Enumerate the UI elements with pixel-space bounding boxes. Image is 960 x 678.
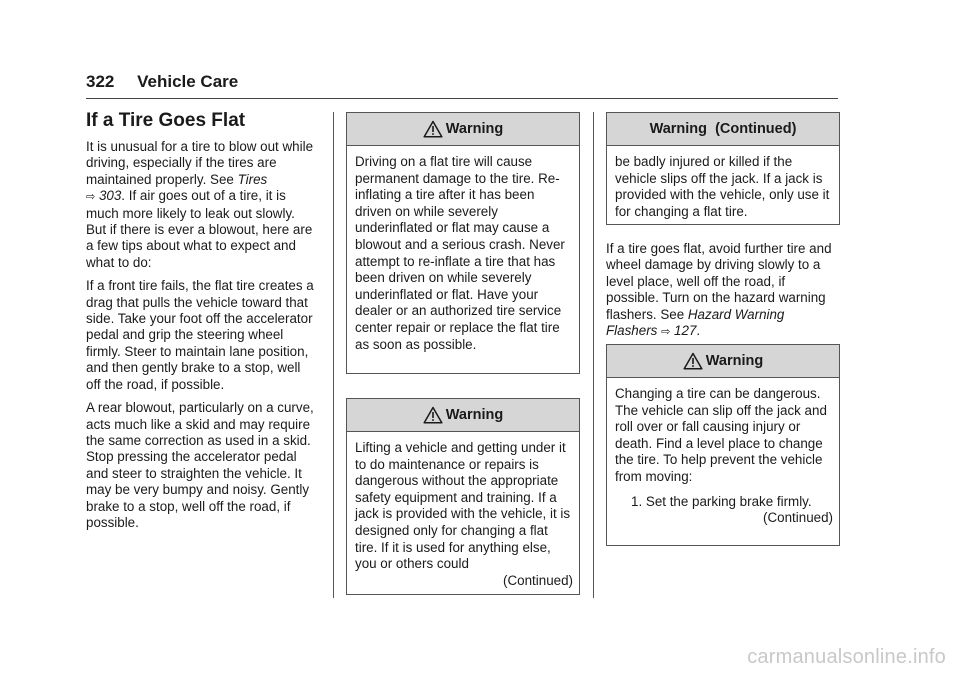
warning-title: Warning (705, 352, 764, 369)
section-title: Vehicle Care (137, 72, 239, 91)
paragraph-rear-blowout: A rear blowout, particularly on a curve, acts much like a skid and may require the same correction as used in a skid. Stop pressing the accelerator pedal and steer to straighten the vehicle. It may be very bumpy and noisy. Gently brake to a stop, well off the road, if possible. (86, 400, 314, 530)
tires-page-ref[interactable]: 303 (98, 188, 122, 204)
flat-tire-text-a: If a tire goes flat, avoid further tire and wheel damage by driving slowly to a level place, well off the road, if possible. Turn on the hazard warning flashers. See (606, 241, 832, 322)
page-ref-arrow-icon: ⇨ (661, 326, 671, 339)
warning-title: Warning (445, 120, 504, 137)
warning-body (347, 432, 579, 595)
warning-triangle-icon (423, 406, 443, 424)
header-rule (86, 98, 838, 99)
page-ref-arrow-icon: ⇨ (86, 191, 96, 204)
warning-triangle-icon (683, 352, 703, 370)
page-number: 322 (86, 72, 115, 91)
warning-header (347, 113, 579, 146)
warning-header (607, 345, 839, 378)
watermark: carmanualsonline.info (747, 646, 946, 668)
tires-link[interactable]: Tires (237, 171, 268, 187)
column-divider-right (593, 112, 594, 598)
continued-label: (Continued) (503, 572, 573, 588)
warning-body: be badly injured or killed if the vehicle slips off the jack. If a jack is provided with the vehicle, only use it for changing a flat tire. (615, 154, 830, 219)
hazard-flashers-link[interactable]: Hazard Warning Flashers (606, 306, 785, 339)
warning-box-continued (606, 112, 840, 225)
warning-box-flat-tire (346, 112, 580, 374)
column-divider-left (333, 112, 334, 598)
warning-text: Lifting a vehicle and getting under it to do maintenance or repairs is dangerous without the appropriate safety equipment and training. If a jack is provided with the vehicle, it is designed only for changing a flat tire. If it is used for anything else, you or others could (355, 440, 571, 572)
continued-label: (Continued) (763, 510, 833, 526)
warning-text: Changing a tire can be dangerous. The vehicle can slip off the jack and roll over or fall causing injury or death. Find a level place to change the tire. To help prevent the vehicle from moving: (615, 386, 827, 484)
section-heading: If a Tire Goes Flat (86, 110, 246, 131)
paragraph-flat-tire-action (606, 241, 838, 340)
paragraph-intro (86, 139, 318, 271)
warning-header (347, 399, 579, 432)
intro-text-a: It is unusual for a tire to blow out while driving, especially if the tires are maintained properly. See (86, 139, 314, 187)
warning-body: Driving on a flat tire will cause permanent damage to the tire. Re-inflating a tire after it has been driven on while severely underinflated or flat may cause a blowout and a serious crash. Never attempt to re-inflate a tire that has been driven on while severely underinflated or flat. Have your dealer or an authorized tire service center repair or replace the flat tire as soon as possible. (355, 154, 565, 352)
intro-text-b: . If air goes out of a tire, it is much more likely to leak out slowly. But if there is ever a blowout, here are a few tips about what to expect and what to do: (86, 188, 313, 270)
warning-title: Warning (445, 406, 504, 423)
warning-triangle-icon (423, 120, 443, 138)
warning-box-jack (346, 398, 580, 595)
column-1 (86, 110, 318, 538)
hazard-page-ref[interactable]: 127 (674, 323, 697, 339)
warning-title: Warning (Continued) (649, 120, 797, 137)
paragraph-front-tire: If a front tire fails, the flat tire creates a drag that pulls the vehicle toward that side. Take your foot off the accelerator pedal and grip the steering wheel firmly. Steer to maintain lane position, and then gently brake to a stop, well off the road, if possible. (86, 278, 314, 392)
page-header (86, 72, 238, 92)
warning-box-changing-tire (606, 344, 840, 546)
warning-header (607, 113, 839, 146)
list-item: 1. Set the parking brake firmly. (631, 493, 812, 509)
warning-body (607, 378, 839, 533)
flat-tire-text-b: . (696, 323, 701, 339)
